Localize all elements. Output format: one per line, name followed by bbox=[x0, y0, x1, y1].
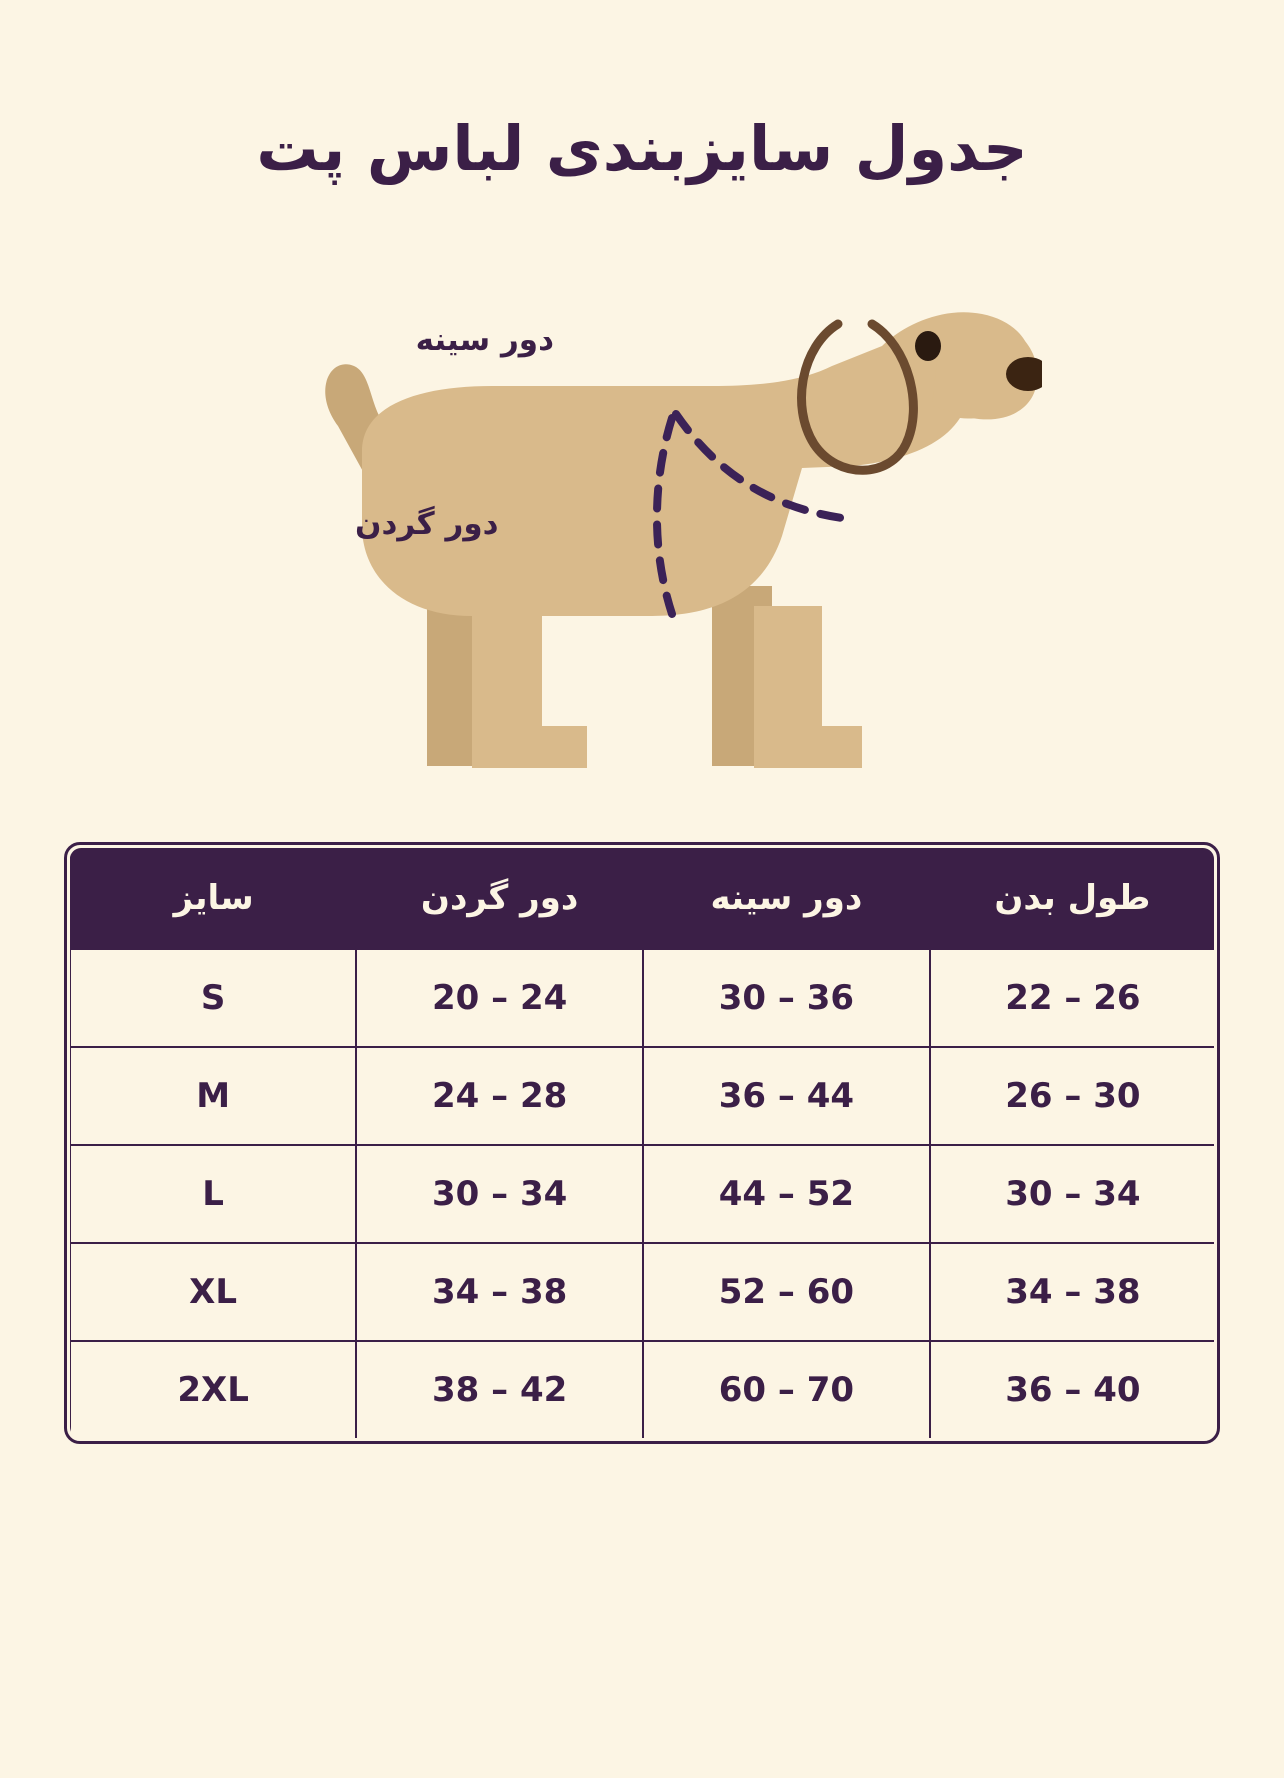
cell-chest: 52 – 60 bbox=[643, 1243, 930, 1341]
header-neck: دور گردن bbox=[356, 846, 643, 949]
cell-size: 2XL bbox=[70, 1341, 357, 1440]
cell-neck: 30 – 34 bbox=[356, 1145, 643, 1243]
table-row bbox=[70, 1341, 1217, 1440]
page-title: جدول سایزبندی لباس پت bbox=[256, 112, 1028, 185]
cell-neck: 20 – 24 bbox=[356, 949, 643, 1047]
cell-chest: 44 – 52 bbox=[643, 1145, 930, 1243]
header-body-length: طول بدن bbox=[930, 846, 1217, 949]
cell-neck: 38 – 42 bbox=[356, 1341, 643, 1440]
neck-label: دور گردن bbox=[355, 505, 499, 542]
table-header-row bbox=[70, 846, 1217, 949]
cell-size: S bbox=[70, 949, 357, 1047]
cell-size: L bbox=[70, 1145, 357, 1243]
cell-neck: 34 – 38 bbox=[356, 1243, 643, 1341]
cell-body-length: 22 – 26 bbox=[930, 949, 1217, 1047]
table-row bbox=[70, 949, 1217, 1047]
cell-body-length: 30 – 34 bbox=[930, 1145, 1217, 1243]
size-table-wrapper bbox=[64, 842, 1220, 1444]
chest-label: دور سینه bbox=[415, 321, 554, 358]
table-row bbox=[70, 1047, 1217, 1145]
cell-neck: 24 – 28 bbox=[356, 1047, 643, 1145]
cell-body-length: 36 – 40 bbox=[930, 1341, 1217, 1440]
table-row bbox=[70, 1145, 1217, 1243]
cell-chest: 60 – 70 bbox=[643, 1341, 930, 1440]
size-table bbox=[67, 845, 1217, 1441]
cell-size: XL bbox=[70, 1243, 357, 1341]
cell-size: M bbox=[70, 1047, 357, 1145]
dog-illustration-area bbox=[0, 206, 1284, 806]
cell-chest: 30 – 36 bbox=[643, 949, 930, 1047]
header-chest: دور سینه bbox=[643, 846, 930, 949]
table-row bbox=[70, 1243, 1217, 1341]
cell-chest: 36 – 44 bbox=[643, 1047, 930, 1145]
cell-body-length: 26 – 30 bbox=[930, 1047, 1217, 1145]
cell-body-length: 34 – 38 bbox=[930, 1243, 1217, 1341]
header-size: سایز bbox=[70, 846, 357, 949]
